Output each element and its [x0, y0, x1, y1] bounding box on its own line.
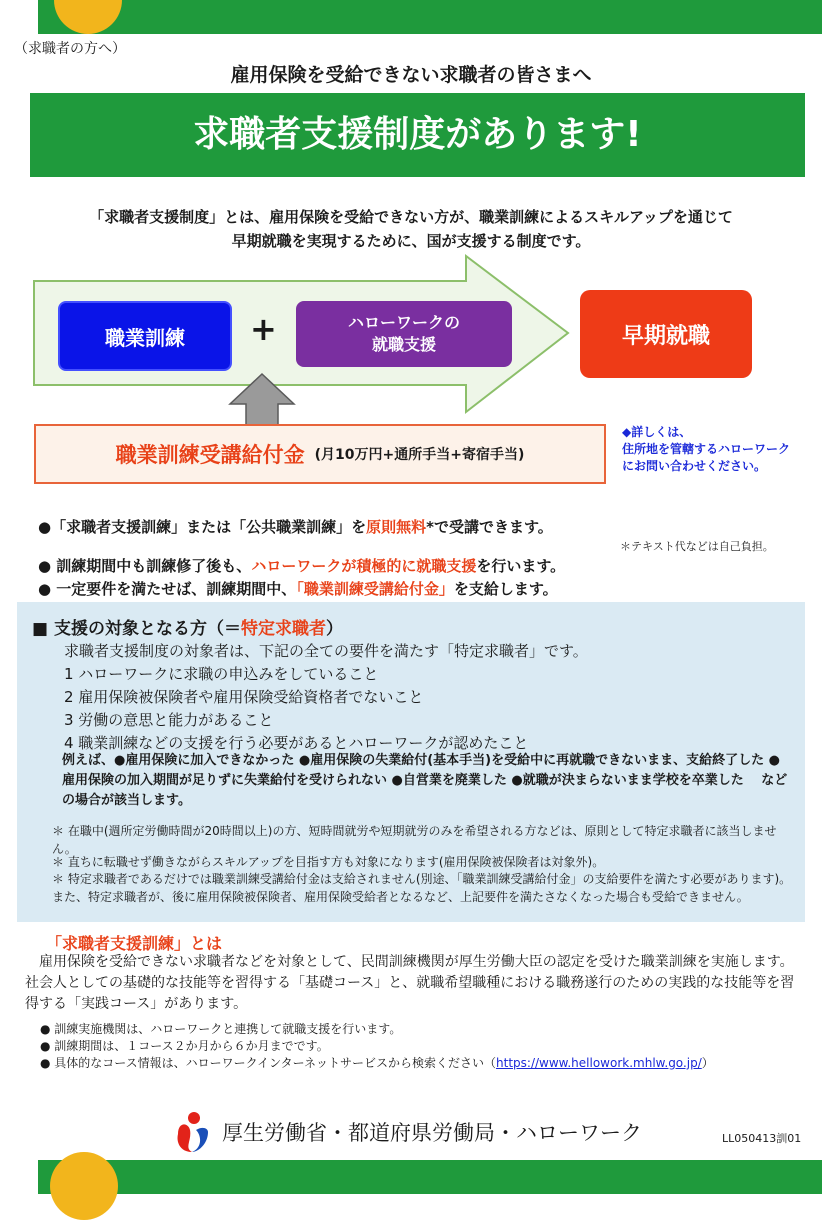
- hellowork-support-box: [296, 301, 512, 367]
- bullet2-highlight: ハローワークが積極的に就職支援: [251, 557, 477, 575]
- training-title: 「求職者支援訓練」とは: [46, 934, 223, 953]
- bullet1-text: ●「求職者支援訓練」または「公共職業訓練」を: [38, 518, 367, 536]
- requirement-item: 3 労働の意思と能力があること: [64, 711, 274, 729]
- hellowork-link[interactable]: https://www.hellowork.mhlw.go.jp/: [496, 1056, 702, 1070]
- requirement-item: 2 雇用保険被保険者や雇用保険受給資格者でないこと: [64, 688, 424, 706]
- target-note: ＊ 在職中(週所定労働時間が20時間以上)の方、短時間就労や短期就労のみを希望される方などは、原則として特定求職者に該当しません。: [52, 824, 777, 856]
- intro-line-1: 「求職者支援制度」とは、雇用保険を受給できない方が、職業訓練によるスキルアップを通じて: [89, 208, 733, 226]
- banner-title: 求職者支援制度があります!: [30, 93, 805, 177]
- intro-text: [20, 205, 802, 253]
- bullet-free-training: [38, 516, 553, 537]
- textbook-note: ＊テキスト代などは自己負担。: [620, 540, 774, 553]
- intro-line-2: 早期就職を実現するために、国が支援する制度です。: [231, 232, 591, 250]
- contact-line-1: ◆詳しくは、: [622, 425, 692, 439]
- document-code: LL050413訓01: [722, 1132, 802, 1145]
- early-employment-box: 早期就職: [580, 290, 752, 378]
- hellowork-support-line-2: 就職支援: [371, 335, 436, 354]
- benefit-box: [34, 424, 606, 484]
- example-text: 例えば、●雇用保険に加入できなかった ●雇用保険の失業給付(基本手当)を受給中に再就職できないまま、支給終了した ●雇用保険の加入期間が足りずに失業給付を受けられない ●自営業を廃業した ●就職が決まらないまま学校を卒業した などの場合が該当します。: [62, 753, 788, 808]
- vocational-training-box: 職業訓練: [58, 301, 232, 371]
- search-text: ● 具体的なコース情報は、ハローワークインターネットサービスから検索ください（: [40, 1056, 497, 1070]
- top-white-notch: [0, 0, 38, 34]
- contact-note: [622, 424, 818, 475]
- training-point: ● 訓練期間は、１コース２か月から６か月までです。: [40, 1039, 329, 1053]
- bullet2-tail: を行います。: [476, 557, 566, 575]
- training-point-search: [40, 1054, 714, 1071]
- footer-organization: 厚生労働省・都道府県労働局・ハローワーク: [222, 1121, 642, 1145]
- target-title: [32, 614, 343, 639]
- requirement-item: 4 職業訓練などの支援を行う必要があるとハローワークが認めたこと: [64, 734, 529, 752]
- target-title-text: ■ 支援の対象となる方（＝: [32, 619, 241, 639]
- bottom-sun-decoration: [50, 1152, 118, 1220]
- bottom-white-notch: [0, 1160, 38, 1194]
- bullet-benefit: [38, 578, 558, 599]
- bullet3-highlight: 「職業訓練受講給付金」: [296, 580, 454, 598]
- bottom-green-bar: [0, 1160, 822, 1194]
- hellowork-support-line-1: ハローワークの: [347, 313, 460, 332]
- bullet-job-support: [38, 555, 565, 576]
- target-lead: 求職者支援制度の対象者は、下記の全ての要件を満たす「特定求職者」です。: [64, 642, 588, 660]
- benefit-detail: (月10万円+通所手当+寄宿手当): [314, 447, 525, 463]
- bullet1-highlight: 原則無料: [366, 518, 427, 536]
- bullet2-text: ● 訓練期間中も訓練修了後も、: [38, 557, 252, 575]
- plus-sign: +: [250, 310, 277, 348]
- training-point: ● 訓練実施機関は、ハローワークと連携して就職支援を行います。: [40, 1022, 402, 1036]
- top-green-bar: [0, 0, 822, 34]
- benefit-title: 職業訓練受講給付金: [115, 443, 305, 467]
- training-body: 雇用保険を受給できない求職者などを対象として、民間訓練機関が厚生労働大臣の認定を受けた職業訓練を実施します。社会人としての基礎的な技能等を習得する「基礎コース」と、就職希望職種における職務遂行のための実践的な技能等を習得する「実践コース」があります。: [25, 954, 795, 1012]
- contact-line-3: にお問い合わせください。: [622, 459, 767, 473]
- contact-line-2: 住所地を管轄するハローワーク: [622, 442, 791, 456]
- bullet3-text: ● 一定要件を満たせば、訓練期間中、: [38, 580, 297, 598]
- bullet1-tail: *で受講できます。: [426, 518, 553, 536]
- target-note: ＊ 特定求職者であるだけでは職業訓練受講給付金は支給されません(別途、「職業訓練受講給付金」の支給要件を満たす必要があります)。また、特定求職者が、後に雇用保険被保険者、雇用保険受給者となるなど、上記要件を満たさなくなった場合も受給できません。: [52, 872, 792, 904]
- target-title-tail: ）: [325, 619, 343, 639]
- audience-tag: （求職者の方へ）: [14, 41, 126, 57]
- page-subtitle: 雇用保険を受給できない求職者の皆さまへ: [230, 64, 592, 86]
- search-tail: ）: [701, 1056, 714, 1070]
- ministry-logo-icon: [172, 1110, 212, 1154]
- bullet3-tail: を支給します。: [453, 580, 558, 598]
- target-title-highlight: 特定求職者: [240, 619, 326, 639]
- target-note: ＊ 直ちに転職せず働きながらスキルアップを目指す方も対象になります(雇用保険被保険者は対象外)。: [52, 855, 605, 869]
- requirement-item: 1 ハローワークに求職の申込みをしていること: [64, 665, 379, 683]
